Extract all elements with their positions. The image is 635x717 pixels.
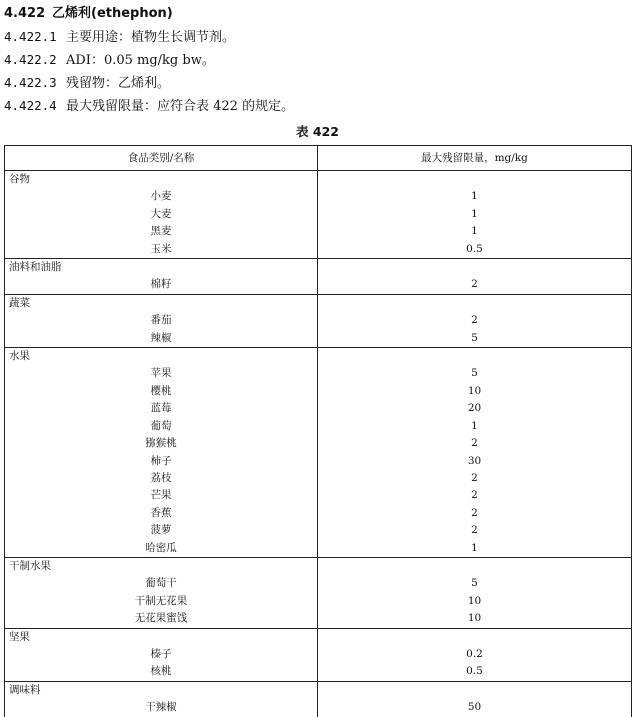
clause-text: 残留物：乙烯利。 bbox=[66, 76, 171, 91]
mrl-value: 2 bbox=[318, 276, 632, 294]
table-row bbox=[5, 540, 632, 558]
food-name: 葡萄 bbox=[5, 418, 318, 435]
mrl-value: 2 bbox=[318, 470, 632, 487]
category-row bbox=[5, 294, 632, 312]
mrl-value: 2 bbox=[318, 522, 632, 539]
category-value-cell bbox=[318, 348, 632, 366]
category-label: 水果 bbox=[5, 348, 318, 366]
header-food-name: 食品类别/名称 bbox=[5, 146, 318, 171]
food-name: 玉米 bbox=[5, 241, 318, 259]
clause-text: 主要用途：植物生长调节剂。 bbox=[66, 30, 236, 45]
category-label: 干制水果 bbox=[5, 557, 318, 575]
category-row bbox=[5, 171, 632, 189]
mrl-value: 5 bbox=[318, 575, 632, 592]
table-row bbox=[5, 522, 632, 539]
food-name: 芒果 bbox=[5, 487, 318, 504]
category-value-cell bbox=[318, 171, 632, 189]
mrl-value: 10 bbox=[318, 610, 632, 628]
category-label: 坚果 bbox=[5, 628, 318, 646]
table-caption: 表 422 bbox=[296, 124, 339, 139]
section-number: 4.422 bbox=[4, 6, 46, 21]
food-name: 柿子 bbox=[5, 453, 318, 470]
category-value-cell bbox=[318, 259, 632, 277]
table-row bbox=[5, 241, 632, 259]
category-label: 调味料 bbox=[5, 681, 318, 699]
table-row bbox=[5, 435, 632, 452]
table-row bbox=[5, 453, 632, 470]
mrl-value: 50 bbox=[318, 699, 632, 716]
mrl-value: 5 bbox=[318, 365, 632, 382]
category-value-cell bbox=[318, 681, 632, 699]
food-name: 蓝莓 bbox=[5, 400, 318, 417]
mrl-value: 10 bbox=[318, 383, 632, 400]
mrl-value: 1 bbox=[318, 418, 632, 435]
section-title: 乙烯利(ethephon) bbox=[52, 6, 173, 21]
food-name: 辣椒 bbox=[5, 330, 318, 348]
mrl-value: 2 bbox=[318, 312, 632, 329]
clause-adi bbox=[4, 49, 215, 68]
clause-text: 最大残留限量：应符合表 422 的规定。 bbox=[66, 99, 295, 114]
mrl-value: 0.2 bbox=[318, 646, 632, 663]
category-row bbox=[5, 259, 632, 277]
table-row bbox=[5, 383, 632, 400]
category-row bbox=[5, 628, 632, 646]
mrl-value: 1 bbox=[318, 206, 632, 223]
mrl-value: 0.5 bbox=[318, 663, 632, 681]
mrl-value: 10 bbox=[318, 593, 632, 610]
mrl-value: 30 bbox=[318, 453, 632, 470]
food-name: 哈密瓜 bbox=[5, 540, 318, 558]
table-body bbox=[5, 171, 632, 717]
food-name: 苹果 bbox=[5, 365, 318, 382]
category-row bbox=[5, 348, 632, 366]
food-name: 荔枝 bbox=[5, 470, 318, 487]
table-row bbox=[5, 330, 632, 348]
category-value-cell bbox=[318, 628, 632, 646]
food-name: 干辣椒 bbox=[5, 699, 318, 716]
food-name: 小麦 bbox=[5, 188, 318, 205]
table-row bbox=[5, 470, 632, 487]
category-row bbox=[5, 681, 632, 699]
table-row bbox=[5, 610, 632, 628]
food-name: 榛子 bbox=[5, 646, 318, 663]
table-row bbox=[5, 223, 632, 240]
category-label: 蔬菜 bbox=[5, 294, 318, 312]
food-name: 大麦 bbox=[5, 206, 318, 223]
header-mrl: 最大残留限量，mg/kg bbox=[318, 146, 632, 171]
section-heading bbox=[4, 2, 173, 21]
mrl-value: 2 bbox=[318, 487, 632, 504]
table-row bbox=[5, 418, 632, 435]
table-row bbox=[5, 400, 632, 417]
food-name: 无花果蜜饯 bbox=[5, 610, 318, 628]
food-name: 葡萄干 bbox=[5, 575, 318, 592]
mrl-value: 5 bbox=[318, 330, 632, 348]
food-name: 核桃 bbox=[5, 663, 318, 681]
mrl-value: 1 bbox=[318, 540, 632, 558]
clause-residue bbox=[4, 72, 170, 91]
category-value-cell bbox=[318, 557, 632, 575]
mrl-value: 2 bbox=[318, 435, 632, 452]
clause-number: 4.422.4 bbox=[4, 98, 57, 113]
mrl-table bbox=[4, 145, 632, 717]
mrl-value: 1 bbox=[318, 223, 632, 240]
clause-number: 4.422.1 bbox=[4, 29, 57, 44]
table-row bbox=[5, 663, 632, 681]
clause-text: ADI：0.05 mg/kg bw。 bbox=[66, 53, 215, 68]
category-value-cell bbox=[318, 294, 632, 312]
category-label: 谷物 bbox=[5, 171, 318, 189]
food-name: 干制无花果 bbox=[5, 593, 318, 610]
mrl-value: 0.5 bbox=[318, 241, 632, 259]
clause-mrl bbox=[4, 95, 294, 114]
category-row bbox=[5, 557, 632, 575]
food-name: 猕猴桃 bbox=[5, 435, 318, 452]
table-row bbox=[5, 487, 632, 504]
clause-number: 4.422.3 bbox=[4, 75, 57, 90]
mrl-value: 1 bbox=[318, 188, 632, 205]
table-row bbox=[5, 312, 632, 329]
table-row bbox=[5, 365, 632, 382]
category-label: 油料和油脂 bbox=[5, 259, 318, 277]
food-name: 番茄 bbox=[5, 312, 318, 329]
table-row bbox=[5, 699, 632, 716]
mrl-value: 20 bbox=[318, 400, 632, 417]
mrl-value: 2 bbox=[318, 505, 632, 522]
clause-number: 4.422.2 bbox=[4, 52, 57, 67]
table-row bbox=[5, 276, 632, 294]
table-row bbox=[5, 593, 632, 610]
table-row bbox=[5, 505, 632, 522]
food-name: 黑麦 bbox=[5, 223, 318, 240]
clause-usage bbox=[4, 26, 235, 45]
food-name: 菠萝 bbox=[5, 522, 318, 539]
table-row bbox=[5, 206, 632, 223]
table-header-row bbox=[5, 146, 632, 171]
table-row bbox=[5, 575, 632, 592]
food-name: 樱桃 bbox=[5, 383, 318, 400]
table-row bbox=[5, 188, 632, 205]
food-name: 香蕉 bbox=[5, 505, 318, 522]
table-row bbox=[5, 646, 632, 663]
food-name: 棉籽 bbox=[5, 276, 318, 294]
